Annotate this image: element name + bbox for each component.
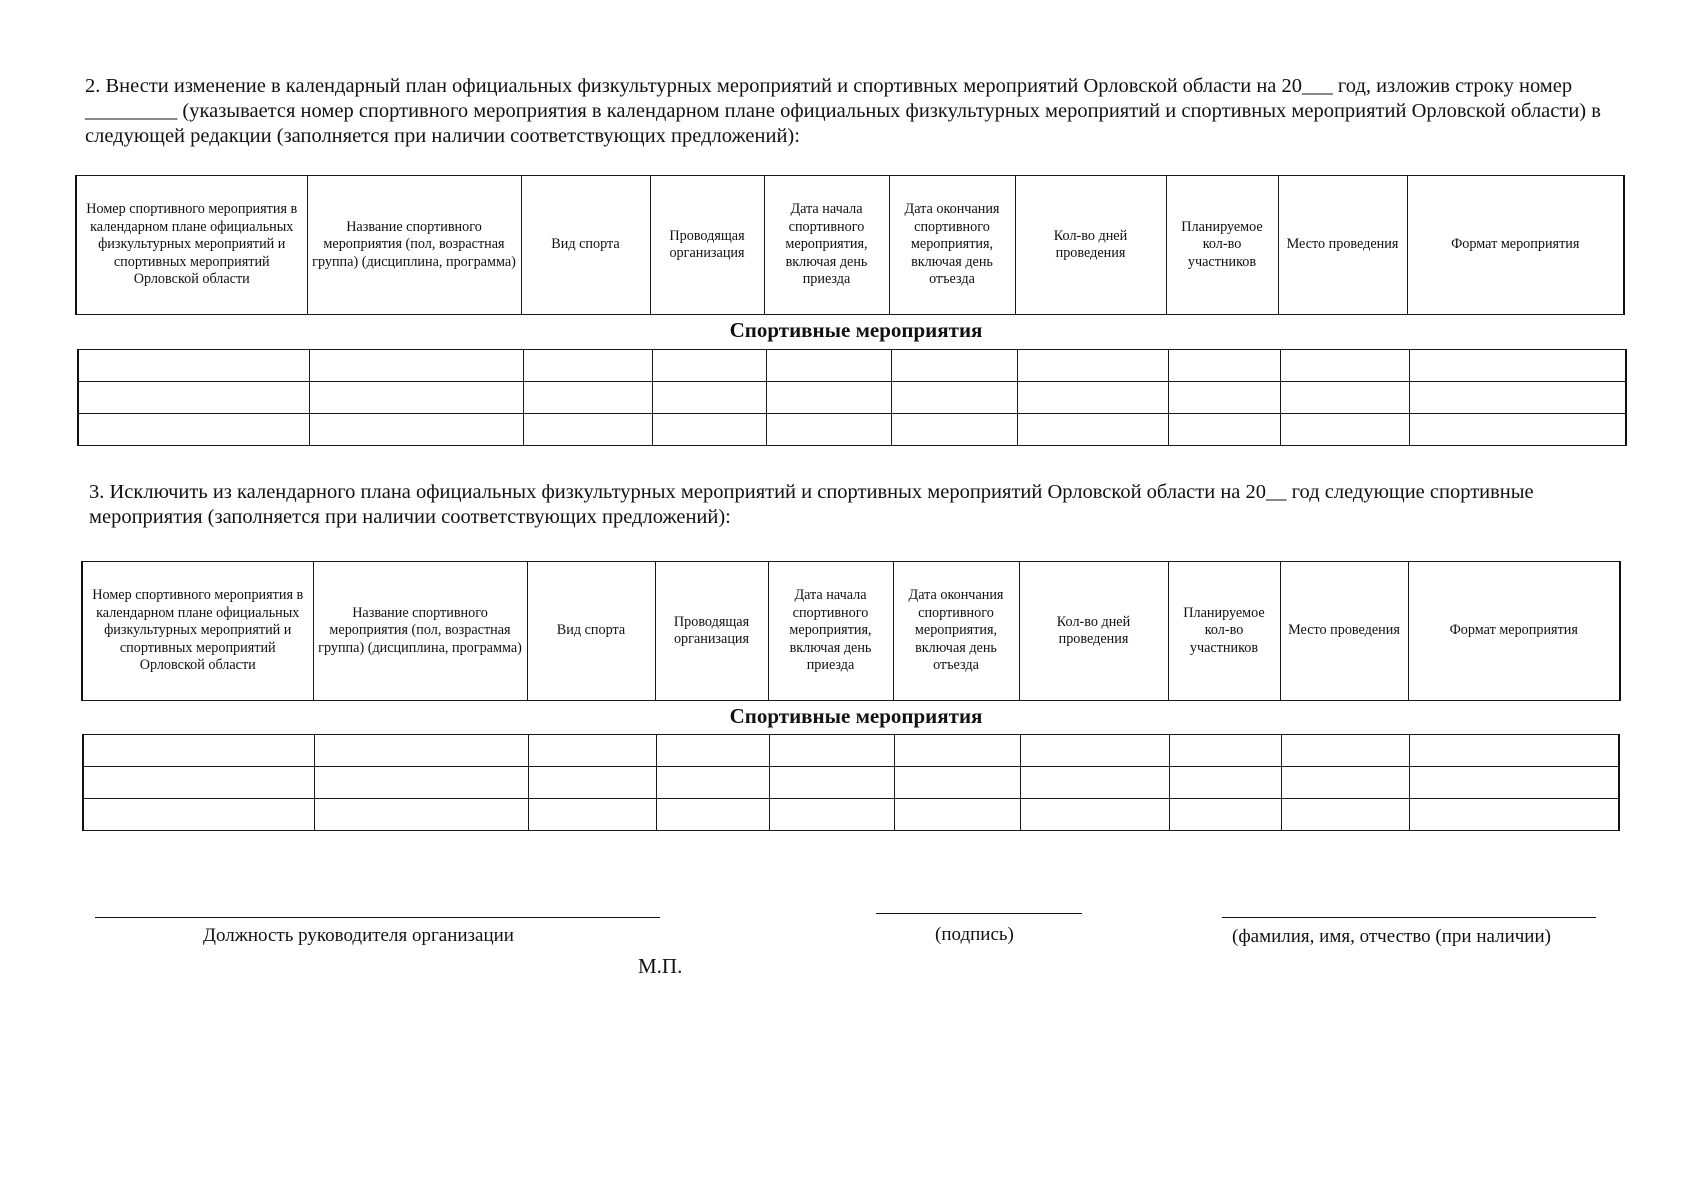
table-row: [83, 799, 1619, 831]
position-caption: Должность руководителя организации: [203, 925, 514, 946]
header-table-1: [75, 175, 1625, 315]
header-table-2: [81, 561, 1621, 701]
header-cell-format: Формат мероприятия: [1407, 176, 1624, 315]
header-cell-organizer: Проводящая организация: [655, 562, 768, 701]
paragraph-2: 2. Внести изменение в календарный план официальных физкультурных мероприятий и спортивных мероприятий Орловской области на 20___ год, изложив строку номер _________ (указывается номер спортивного мероприятия в календарном плане официальных физкультурных мероприятий и спортивных мероприятий Орловской области) в следующей редакции (заполняется при наличии соответствующих предложений):: [85, 75, 1601, 147]
header-cell-start-date: Дата начала спортивного мероприятия, включая день приезда: [768, 562, 893, 701]
header-cell-end-date: Дата окончания спортивного мероприятия, включая день отъезда: [893, 562, 1019, 701]
header-cell-sport: Вид спорта: [521, 176, 650, 315]
signature-line: [876, 913, 1082, 914]
data-table-1: [77, 349, 1627, 446]
section-title-1: Спортивные мероприятия: [729, 318, 983, 342]
full-name-caption: (фамилия, имя, отчество (при наличии): [1232, 926, 1551, 947]
header-cell-participants: Планируемое кол-во участников: [1166, 176, 1278, 315]
paragraph-3: 3. Исключить из календарного плана официальных физкультурных мероприятий и спортивных мероприятий Орловской области на 20__ год следующие спортивные мероприятия (заполняется при наличии соответствующих предложений):: [89, 481, 1534, 528]
header-cell-event-name: Название спортивного мероприятия (пол, возрастная группа) (дисциплина, программа): [313, 562, 527, 701]
table-row: [78, 350, 1626, 382]
stamp-caption: М.П.: [638, 954, 683, 978]
header-cell-start-date: Дата начала спортивного мероприятия, включая день приезда: [764, 176, 889, 315]
header-cell-organizer: Проводящая организация: [650, 176, 764, 315]
table-row: [78, 382, 1626, 414]
header-cell-days: Кол-во дней проведения: [1015, 176, 1166, 315]
table-row: [83, 767, 1619, 799]
signature-caption: (подпись): [935, 924, 1014, 945]
header-cell-event-name: Название спортивного мероприятия (пол, возрастная группа) (дисциплина, программа): [307, 176, 521, 315]
header-cell-end-date: Дата окончания спортивного мероприятия, включая день отъезда: [889, 176, 1015, 315]
header-cell-venue: Место проведения: [1280, 562, 1408, 701]
position-signature-line: [95, 917, 660, 918]
full-name-signature-line: [1222, 917, 1596, 918]
table-row: [83, 735, 1619, 767]
header-cell-days: Кол-во дней проведения: [1019, 562, 1168, 701]
header-cell-number: Номер спортивного мероприятия в календарном плане официальных физкультурных мероприятий и спортивных мероприятий Орловской области: [82, 562, 313, 701]
header-cell-format: Формат мероприятия: [1408, 562, 1620, 701]
header-cell-number: Номер спортивного мероприятия в календарном плане официальных физкультурных мероприятий и спортивных мероприятий Орловской области: [76, 176, 307, 315]
table-row: [78, 414, 1626, 446]
header-cell-participants: Планируемое кол-во участников: [1168, 562, 1280, 701]
header-cell-venue: Место проведения: [1278, 176, 1407, 315]
section-title-2: Спортивные мероприятия: [729, 704, 983, 728]
data-table-2: [82, 734, 1620, 831]
header-cell-sport: Вид спорта: [527, 562, 655, 701]
